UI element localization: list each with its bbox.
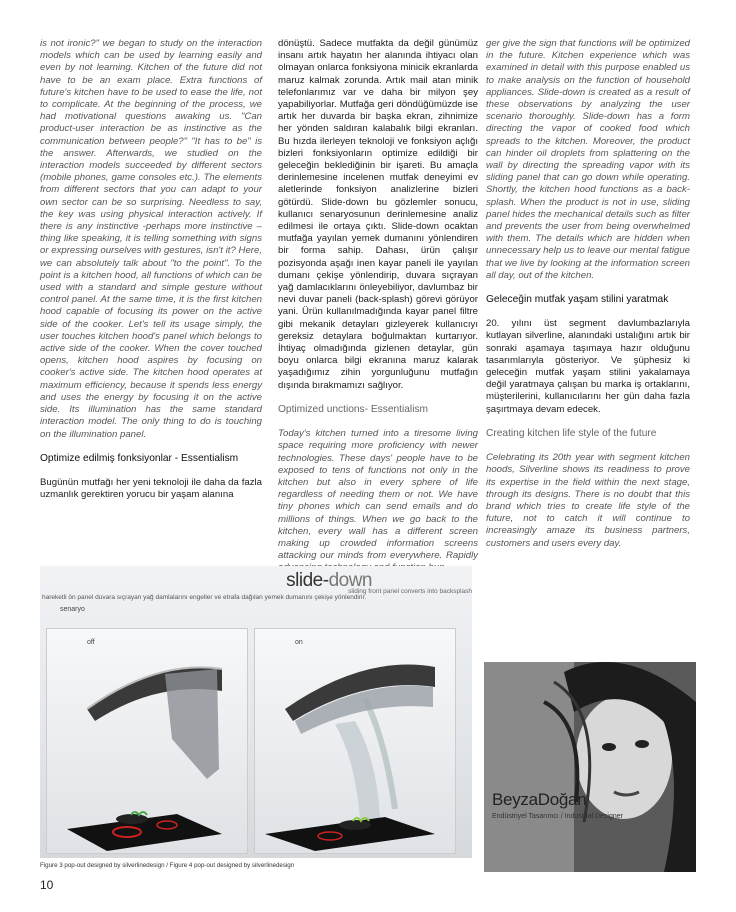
- column-1: [40, 38, 262, 501]
- col1-paragraph-2: Bugünün mutfağı her yeni teknoloji ile daha da fazla uzmanlık gerektiren yorucu bir yaşam alanına: [40, 476, 262, 501]
- col3-paragraph-2: 20. yılını üst segment davlumbazlarıyla kutlayan silverline, alanındaki ustalığını artık bir sonraki aşamaya taşımaya hazır olduğunu tasarımlarıyla gösteriyor. Ve şüphesiz ki geleceğin mutfak yaşam stilini yakalamaya değil yaratmaya çalışan bu marka iş ortaklarını, müşterilerini, kullanıcılarını her gün daha fazla şaşırtmaya devam edecek.: [486, 318, 690, 415]
- column-3: [486, 38, 690, 550]
- col3-heading: Geleceğin mutfak yaşam stilini yaratmak: [486, 294, 669, 306]
- col3-paragraph-1: ger give the sign that functions will be optimized in the future. Kitchen experience which was examined in detail with this purpose enabled us to make analysis on the function of household appliances. Slide-down is created as a result of these observations by analyzing the user scenario thoroughly. Slide-down has a form directing the vapor of cooked food which spreads to the kitchen. Moreover, the product can hinder oil droplets from splattering on the wall by directing the spreading vapor with its sliding panel that can go down while operating. Shortly, the kitchen hood functions as a back-splash. When the product is not in use, sliding panel hides the mechanical details such as filter and prevents the user from being overwhelmed with them. The details which are hidden when unnecessary help us to leave our mental fatigue that we live by looking at the information screen all day, out of the kitchen.: [486, 38, 690, 281]
- hood-off-illustration: [47, 629, 247, 853]
- col3-paragraph-3: Celebrating its 20th year with segment kitchen hoods, Silverline shows its readiness to prove its expertise in the field within the next stage, through its designs. There is no doubt that this brand which tries to create life style of the future, not to catch it will continue to increasingly amaze its business partners, customers and users every day.: [486, 452, 690, 549]
- page-number: 10: [40, 878, 54, 892]
- col2-heading: Optimized unctions- Essentialism: [278, 403, 429, 415]
- hood-on-illustration: [255, 629, 455, 853]
- portrait-image: [484, 662, 696, 872]
- figure-subtitle: sliding front panel converts into backsplash: [348, 588, 472, 595]
- figure-description: hareketli ön panel duvara sıçrayan yağ damlalarını engeller ve etrafa dağılan yemek dumanını çekişe yönlendirir.: [42, 594, 367, 601]
- col1-heading: Optimize edilmiş fonksiyonlar - Essentialism: [40, 452, 239, 464]
- figure-title-part-b: down: [328, 570, 372, 591]
- figure-title-part-a: slide-: [286, 570, 329, 591]
- col3-heading-2: Creating kitchen life style of the future: [486, 427, 657, 439]
- figure-panel-off: [46, 628, 248, 854]
- slide-down-figure: [40, 566, 472, 858]
- figure-senaryo-label: senaryo: [60, 606, 85, 613]
- designer-name: BeyzaDoğan: [492, 790, 587, 809]
- designer-photo: [484, 662, 696, 872]
- designer-role: Endüstriyel Tasarımcı / Industrial Designer: [492, 813, 623, 820]
- figure-panel-on: [254, 628, 456, 854]
- col2-paragraph-2: Today's kitchen turned into a tiresome living space requiring more proficiency with newer technologies. These days' people have to be exposed to tens of functions not only in the kitchen but also in every sphere of life regardless of needing them or not. We have tiny phones which can send emails and do millions of things. When we go back to the kitchen, every wall has a different screen making up crowded information screens attacking our minds from everywhere. Rapidly: [278, 428, 478, 562]
- panel-off-label: off: [87, 639, 95, 646]
- panel-on-label: on: [295, 639, 303, 646]
- column-2: [278, 38, 478, 575]
- col2-paragraph-1: dönüştü. Sadece mutfakta da değil günümüz insanı artık hayatın her alanında ihtiyacı olan olmayan onlarca fonksiyona minicik ekranlarda maruz kalmak zorunda. Artık mail atan minik telefonlarımız var ve daha bir milyon şey yapabiliyorlar. Mutfağa geri döndüğümüzde ise artık her duvarda bir başka ekran, zihnimize her yönden saldıran kalabalık bilgi ekranları. Bu hızda ilerleyen teknoloji ve fonksiyon açlığı bizleri fonksiyonların optimize edildiği bir geleceğin beklediğinin bir işareti. Bu amaçla derinlemesine incelenen mutfak deneyimi ev aletlerinde fonksiyon analizlerine bizleri götürdü. Slide-down bu gözlemler sonucu, kullanıcı senaryosunun derinlemesine analiz edilmesi ile ortaya çıktı. Slide-down ocaktan mutfağa yayılan yemek dumanını yönlendiren bir forma sahip. Dahası, ürün çalışır pozisyonda aşağı inen kayar paneli ile yayılan dumanı çekişe yönlendirip, duvara sıçrayan yağ damlacıklarını önleyebiliyor, davlumbaz bir nevi duvar paneli (back-splash) görevi görüyor yani. Ürün kullanılmadığında kayar panel filtre gibi mekanik detayları gizleyerek kullanıcıyı gereksiz detaylara boğulmaktan kurtarıyor. İhtiyaç olmadığında gizlenen detaylar, gün boyu onlarca bilgi ekranına maruz kalarak yaşadığımız zihin yorgunluğunu mutfağın dışında bırakmamızı sağlıyor.: [278, 38, 478, 391]
- col1-paragraph-1: is not ironic?" we began to study on the interaction models which can be used by learning easily and even by not learning. Kitchen of the future did not have to be an exam place. Extra functions of future's kitchen have to be used to ease the life, not to complicate. At the beginning of the process, we had motivational questions awaking us. "Can product-user interaction be as instinctive as the communication between people?" "It has to be" is the answer. Afterwards, we studied on the interaction models succeeded by different sectors (mobile phones, game consoles etc.). The elements from different sectors that you can adapt to your own sector can be so surprising. Needless to say, the key was using physical interaction actively. If there is any instinctive -perhaps more instinctive – thing like speaking, it is telling something with signs or expressing ourselves with gestures, isn't it? Here, we can absolutely talk about "to the point". To the point is a kitchen hood, all functions of which can be used with a standard and simple gesture without control panel. At the same time, it is the first kitchen hood capable of focusing its power on the active side of the cooker. Let's tell its usage simply, the user touches kitchen hood's panel which belongs to active side of the cooker. When the cover touched opens, kitchen hood aspires by focusing on cooker's active side. The kitchen hood operates at maximum efficiency, because it spends less energy and uses the energy by focusing it on the active side. Its illumination has the same standard interaction model. The only thing to do is touching on the illumination panel.: [40, 38, 262, 440]
- figure-caption: Figure 3 pop-out designed by silverlinedesign / Figure 4 pop-out designed by silverlinedesign: [40, 862, 295, 869]
